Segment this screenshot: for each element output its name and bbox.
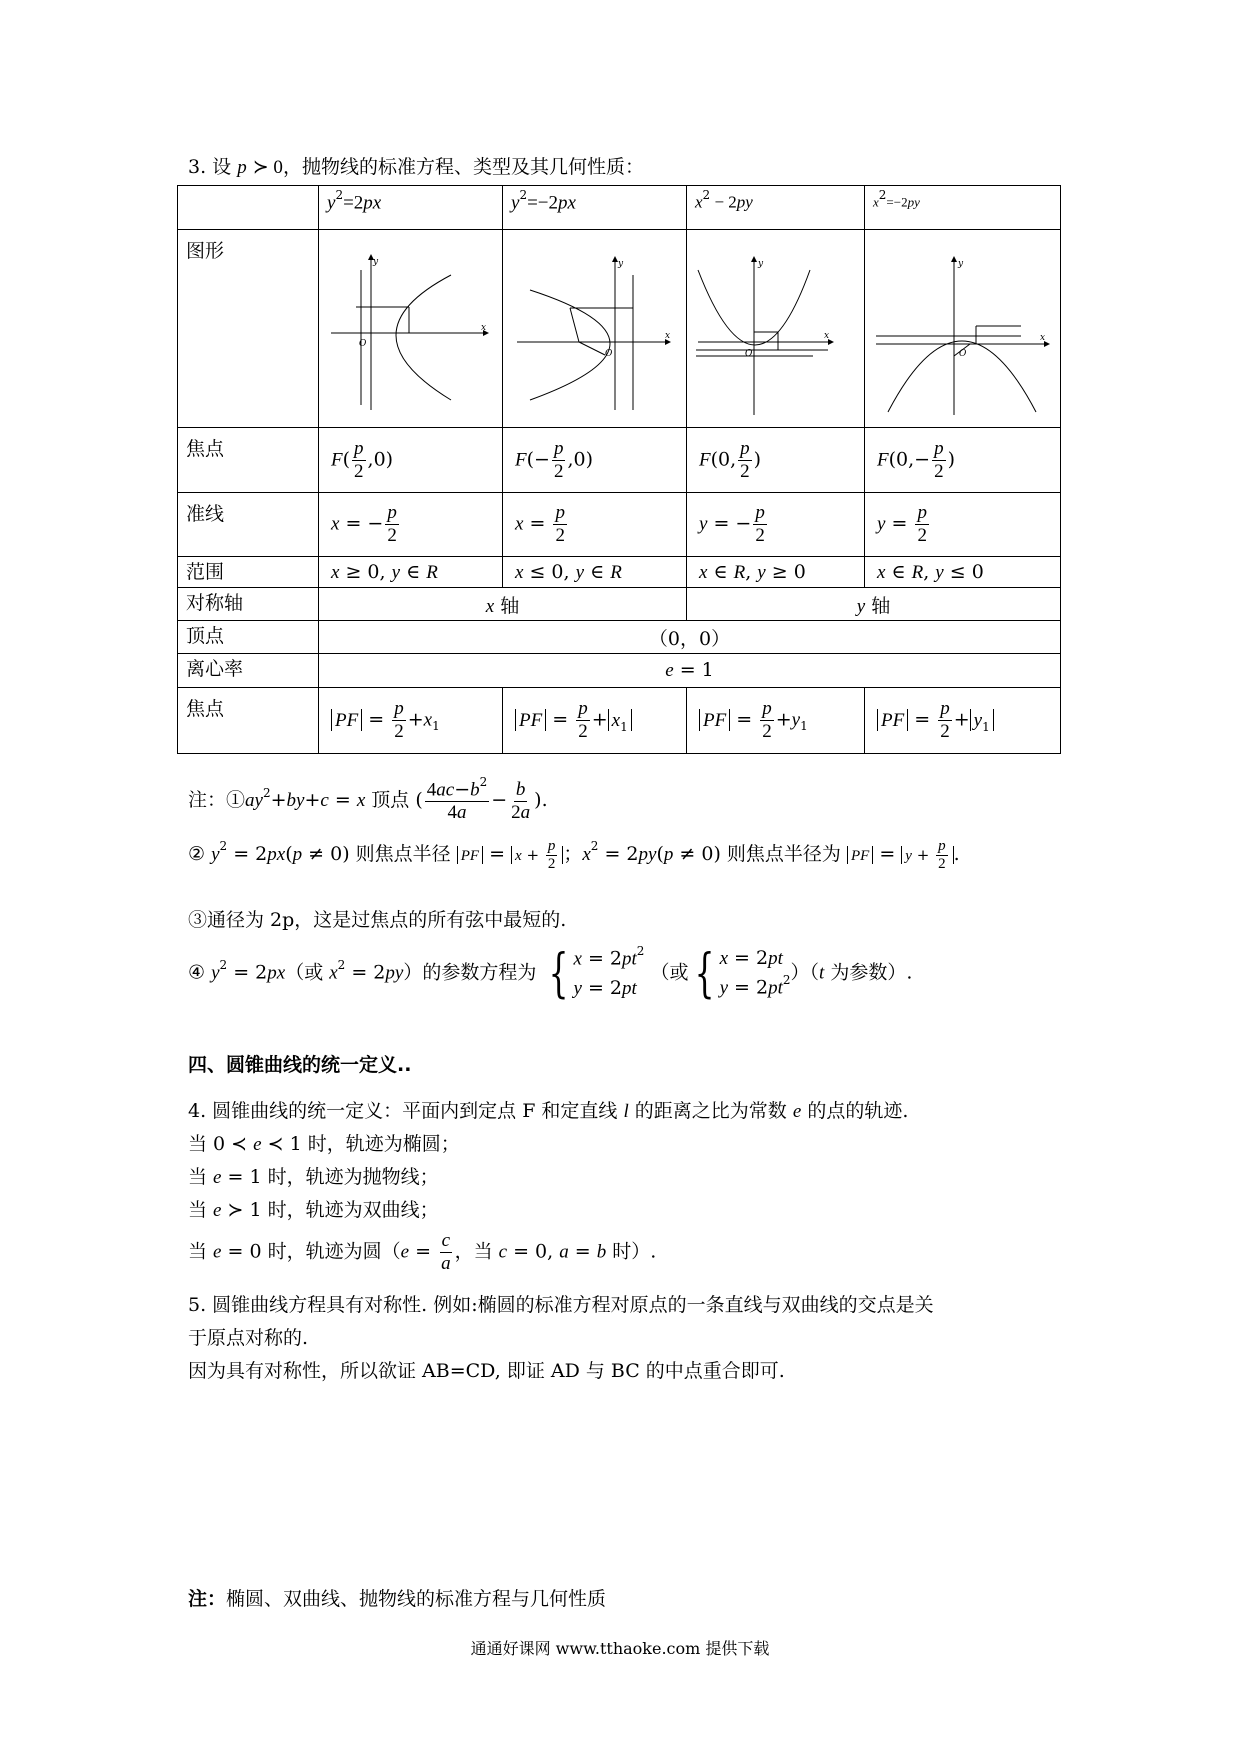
graph-row	[178, 230, 1061, 428]
row-label-range: 范围	[178, 557, 319, 588]
case-parabola: 当 e = 1 时，轨迹为抛物线；	[188, 1166, 439, 1188]
parabola-right-graph	[321, 230, 501, 426]
row-label-directrix: 准线	[178, 493, 319, 557]
x-axis-label: x	[823, 331, 829, 341]
case-circle: 当 e = 0 时，轨迹为圆（e = $\frac{c}{a}$ ，当 c = 0, a = b 时）.	[188, 1230, 657, 1274]
row-label-graph: 图形	[178, 230, 319, 428]
directrix-down: y = $\frac{p}{2}$	[865, 493, 1061, 557]
range-row	[178, 557, 1061, 588]
range-right: x ≥ 0, y ∈ R	[319, 557, 503, 588]
row-label-vertex: 顶点	[178, 621, 319, 654]
graph-up-open	[687, 230, 865, 428]
parabola-properties-table	[177, 185, 1061, 754]
section-3-title: 3. 设 p ≻ 0，抛物线的标准方程、类型及其几何性质：	[188, 156, 644, 178]
symmetry-axis-row	[178, 588, 1061, 621]
directrix-right: x = − $\frac{p}{2}$	[319, 493, 503, 557]
focal-radius-row	[178, 688, 1061, 754]
header-up-open: $x^2 - 2py$	[687, 186, 865, 230]
range-left: x ≤ 0, y ∈ R	[503, 557, 687, 588]
parabola-up-graph	[688, 230, 864, 426]
note-2: ② $y^2 = 2px(p \ne 0)$ 则焦点半径 PF = x + $\frac{p}{2}$ ；$x^2 = 2py(p \ne 0)$ 则焦点半径为 PF = y + $\frac{p}{2}$ .	[188, 838, 960, 873]
table-header-row	[178, 186, 1061, 230]
origin-label: O	[744, 349, 752, 359]
range-up: x ∈ R, y ≥ 0	[687, 557, 865, 588]
x-axis-label: x	[1039, 333, 1045, 343]
directrix-up: y = − $\frac{p}{2}$	[687, 493, 865, 557]
vertex-row	[178, 621, 1061, 654]
row-label-eccentricity: 离心率	[178, 654, 319, 688]
row-label-focal-radius: 焦点	[178, 688, 319, 754]
range-down: x ∈ R, y ≤ 0	[865, 557, 1061, 588]
section-4-title: 四、圆锥曲线的统一定义..	[188, 1054, 412, 1076]
eccentricity-value: e = 1	[319, 654, 1061, 688]
parabola-left-graph	[505, 230, 685, 426]
header-right-open: $y^2=2px$	[319, 186, 503, 230]
symmetry-axis-y: y 轴	[687, 588, 1061, 621]
eccentricity-row	[178, 654, 1061, 688]
directrix-row	[178, 493, 1061, 557]
y-axis-label: y	[372, 257, 378, 267]
graph-left-open	[503, 230, 687, 428]
focal-radius-left: PF = $\frac{p}{2}$ + $x_1$	[503, 688, 687, 754]
y-axis-label: y	[757, 259, 763, 269]
item-5-line-3: 因为具有对称性，所以欲证 AB=CD, 即证 AD 与 BC 的中点重合即可.	[188, 1360, 785, 1382]
corner-cell	[178, 186, 319, 230]
directrix-left: x = $\frac{p}{2}$	[503, 493, 687, 557]
note-4: ④ $y^2 = 2px$（或 $x^2 = 2py$）的参数方程为 { $x = 2pt^2$ y = 2pt （或 { x = 2pt $y = 2pt^2$ ）（t 为参数）.	[188, 943, 913, 1004]
item-5-line-2: 于原点对称的.	[188, 1327, 309, 1349]
origin-label: O	[358, 339, 366, 349]
origin-label: O	[604, 349, 612, 359]
focus-left: F(− $\frac{p}{2}$ ,0)	[503, 428, 687, 493]
focal-radius-up: PF = $\frac{p}{2}$ $+y_1$	[687, 688, 865, 754]
note-1: 注：$①ay^2+by+c = x$ 顶点 ( $\frac{4ac-b^2}{4a}$ − $\frac{b}{2a}$ ).	[188, 775, 548, 824]
graph-right-open	[319, 230, 503, 428]
row-label-focus: 焦点	[178, 428, 319, 493]
focus-row	[178, 428, 1061, 493]
header-left-open: $y^2=-2px$	[503, 186, 687, 230]
focus-right: F( $\frac{p}{2}$ ,0)	[319, 428, 503, 493]
y-axis-label: y	[617, 259, 623, 269]
item-5-line-1: 5. 圆锥曲线方程具有对称性. 例如:椭圆的标准方程对原点的一条直线与双曲线的交点是关	[188, 1294, 934, 1316]
footer: 通通好课网 www.tthaoke.com 提供下载	[470, 1639, 770, 1658]
y-axis-label: y	[957, 259, 963, 269]
focal-radius-down: PF = $\frac{p}{2}$ + $y_1$	[865, 688, 1061, 754]
case-ellipse: 当 0 ≺ e ≺ 1 时，轨迹为椭圆；	[188, 1133, 460, 1155]
symmetry-axis-x: x 轴	[319, 588, 687, 621]
x-axis-label: x	[480, 323, 486, 333]
graph-down-open	[865, 230, 1061, 428]
note-3: ③通径为 2p，这是过焦点的所有弦中最短的.	[188, 909, 567, 931]
item-4: 4. 圆锥曲线的统一定义：平面内到定点 F 和定直线 l 的距离之比为常数 e 的点的轨迹.	[188, 1100, 909, 1122]
row-label-symmetry-axis: 对称轴	[178, 588, 319, 621]
parabola-down-graph	[866, 230, 1060, 426]
focal-radius-right: PF = $\frac{p}{2}$ $+x_1$	[319, 688, 503, 754]
final-note: 注：椭圆、双曲线、抛物线的标准方程与几何性质	[188, 1588, 607, 1610]
origin-label: O	[958, 349, 966, 359]
x-axis-label: x	[664, 331, 670, 341]
case-hyperbola: 当 e ≻ 1 时，轨迹为双曲线；	[188, 1199, 439, 1221]
focus-up: F(0, $\frac{p}{2}$ )	[687, 428, 865, 493]
focus-down: F(0,− $\frac{p}{2}$ )	[865, 428, 1061, 493]
header-down-open: $x^2=-2py$	[865, 186, 1061, 230]
vertex-value: （0，0）	[319, 621, 1061, 654]
final-note-text: 椭圆、双曲线、抛物线的标准方程与几何性质	[226, 1588, 607, 1610]
